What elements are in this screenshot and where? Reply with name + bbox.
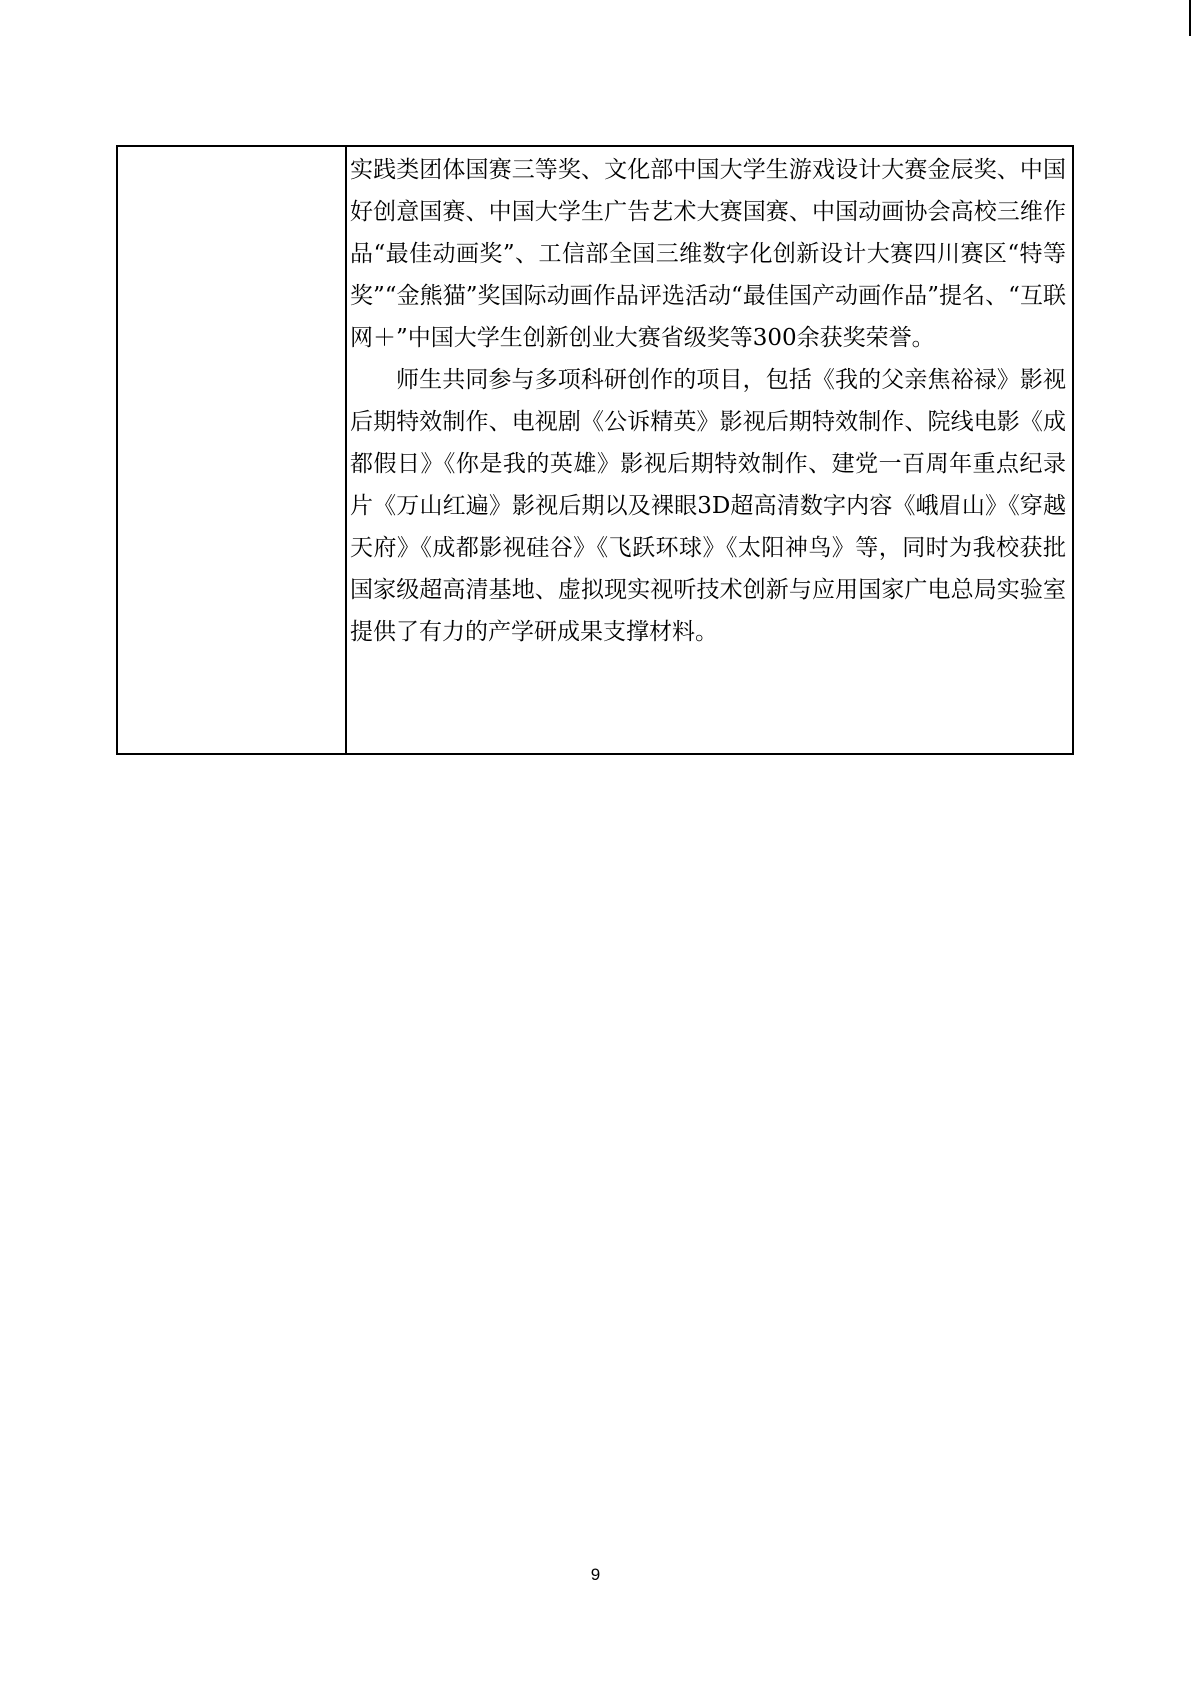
page-number: 9: [590, 1565, 601, 1584]
table-left-cell: [118, 147, 347, 753]
projects-paragraph: 师生共同参与多项科研创作的项目，包括《我的父亲焦裕禄》影视后期特效制作、电视剧《公诉精英》影视后期特效制作、院线电影《成都假日》《你是我的英雄》影视后期特效制作、建党一百周年重点纪录片《万山红遍》影视后期以及裸眼3D超高清数字内容《峨眉山》《穿越天府》《成都影视硅谷》《飞跃环球》《太阳神鸟》等，同时为我校获批国家级超高清基地、虚拟现实视听技术创新与应用国家广电总局实验室提供了有力的产学研成果支撑材料。: [350, 367, 1066, 645]
awards-paragraph: 实践类团体国赛三等奖、文化部中国大学生游戏设计大赛金辰奖、中国好创意国赛、中国大学生广告艺术大赛国赛、中国动画协会高校三维作品“最佳动画奖”、工信部全国三维数字化创新设计大赛四川赛区“特等奖”“金熊猫”奖国际动画作品评选活动“最佳国产动画作品”提名、“互联网＋”中国大学生创新创业大赛省级奖等300余获奖荣誉。: [350, 157, 1066, 351]
table-right-cell: [347, 147, 1072, 753]
content-table: [116, 145, 1074, 755]
